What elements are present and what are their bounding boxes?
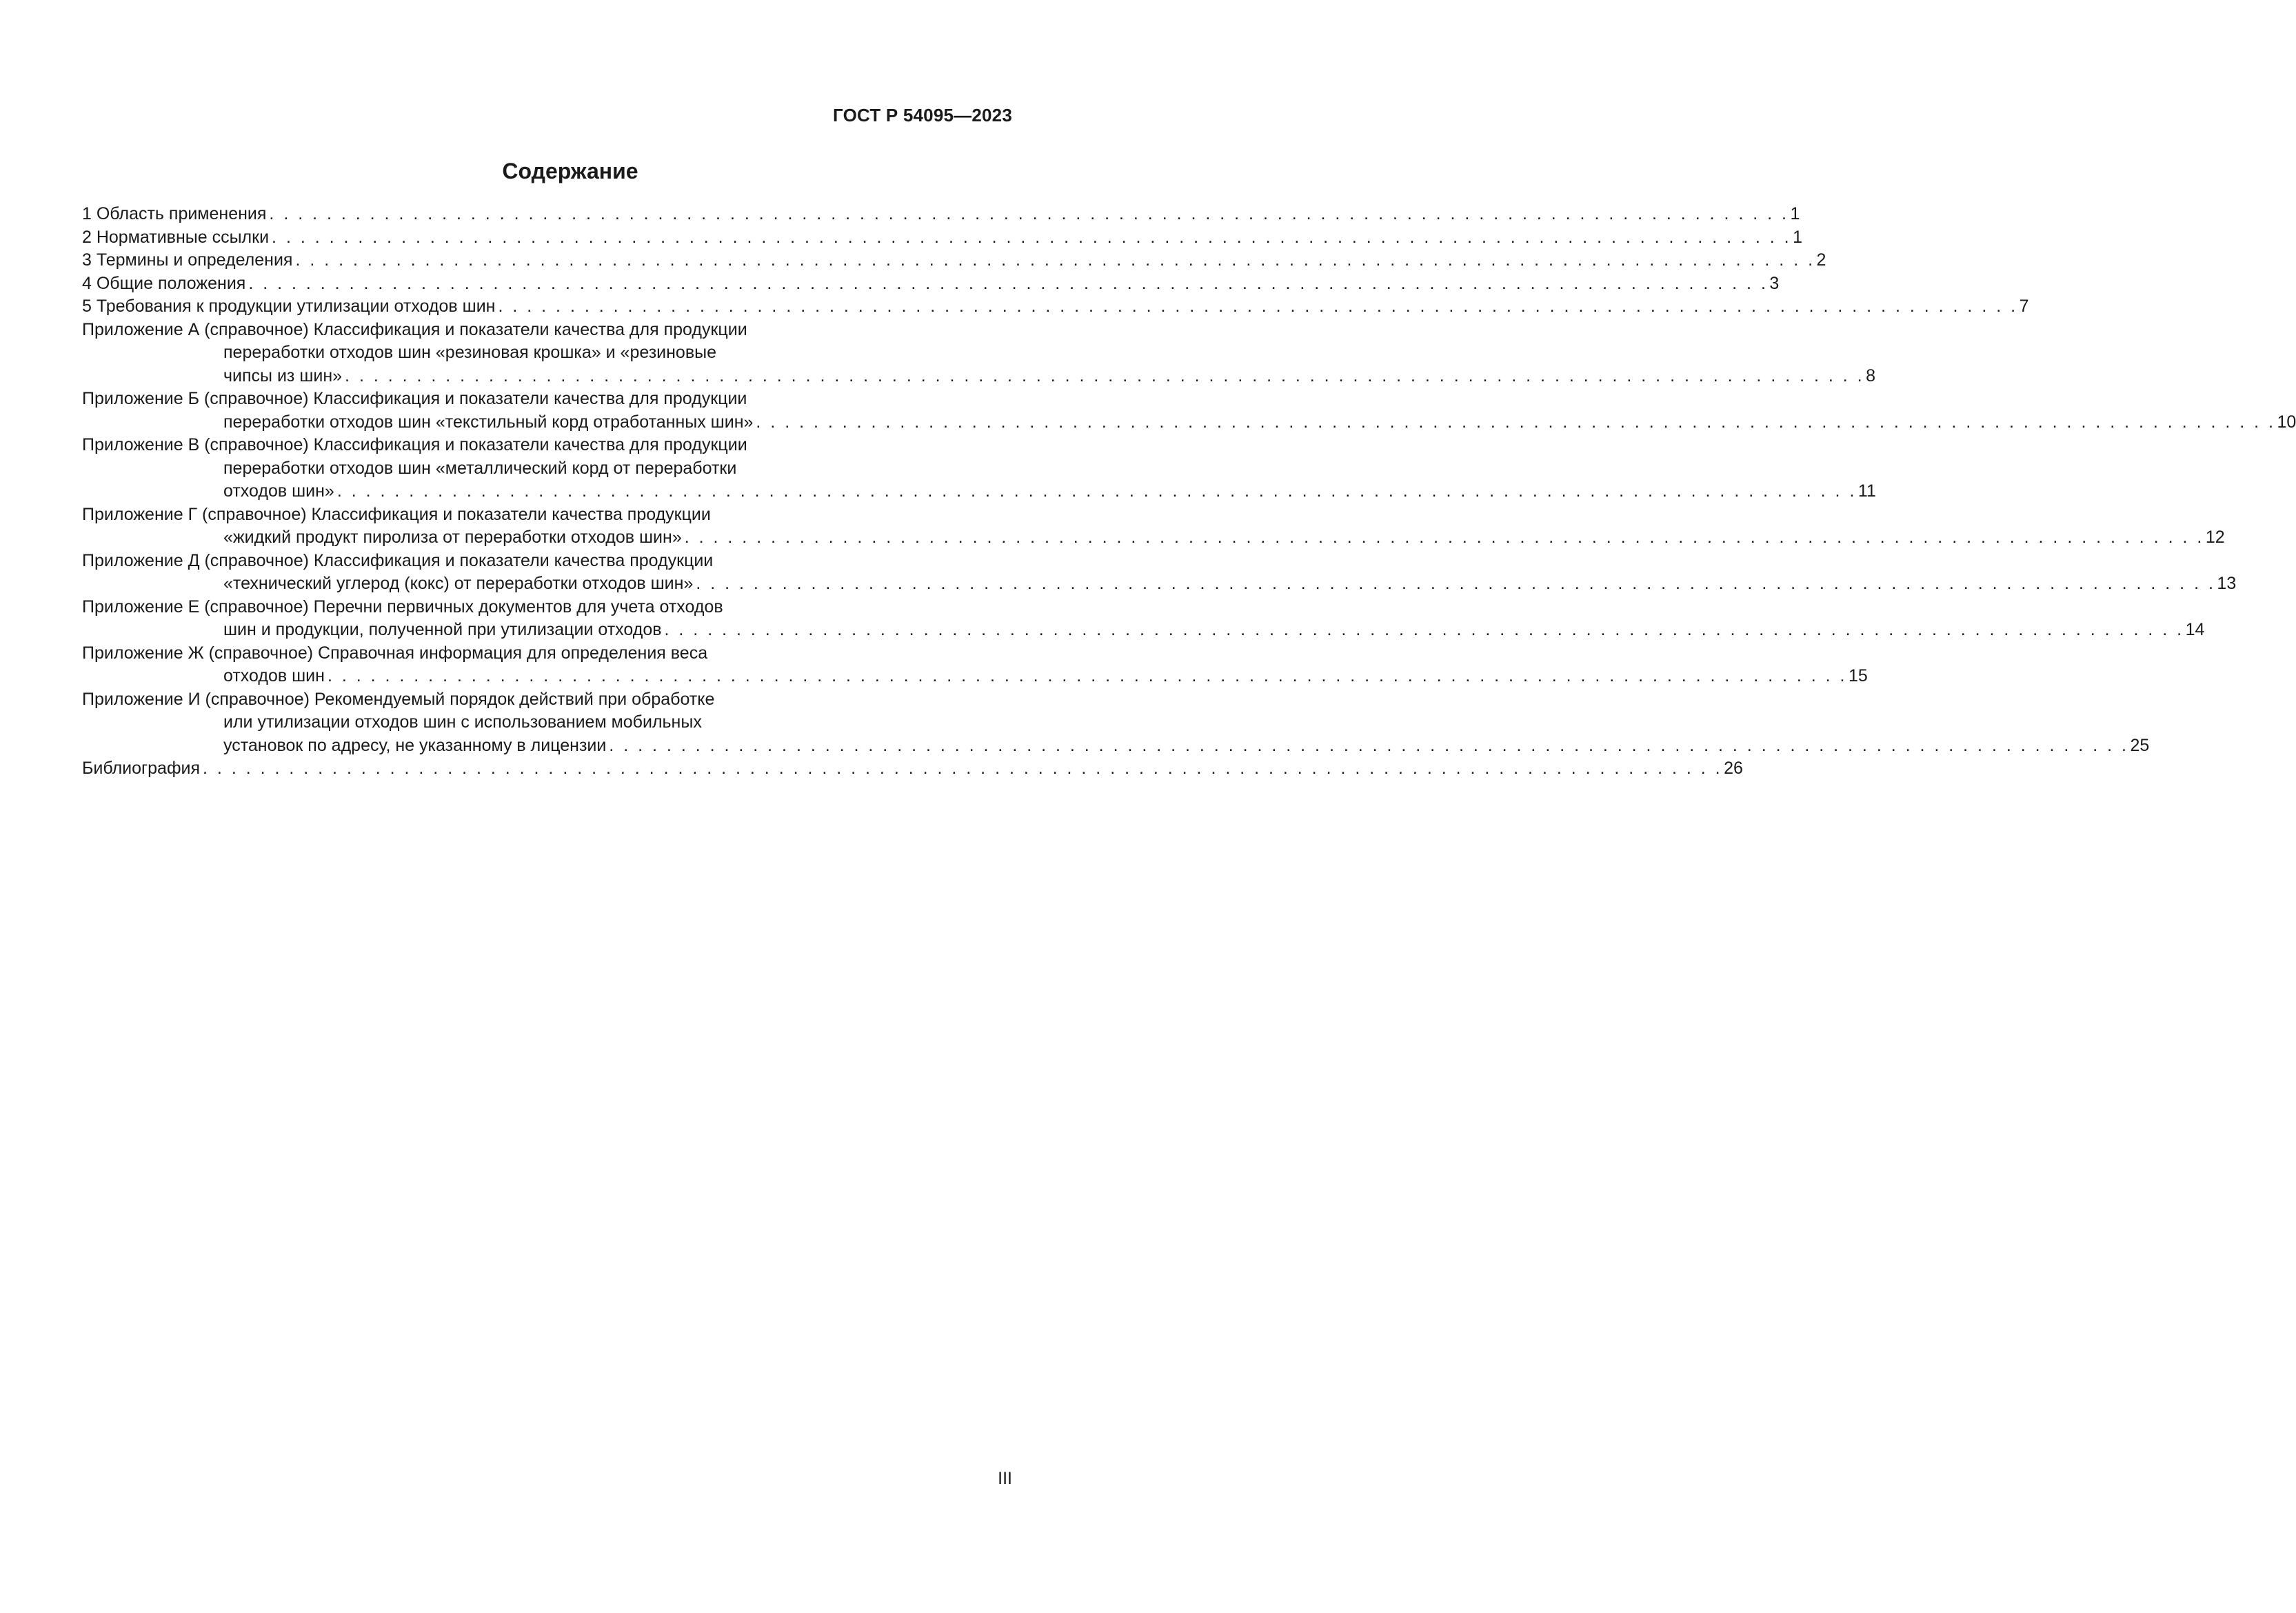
toc-entry-line xyxy=(82,734,2150,758)
toc-entry-line xyxy=(82,665,1868,688)
toc-entry-text: 2 Нормативные ссылки xyxy=(82,227,270,247)
toc-entry-line xyxy=(82,711,1012,734)
toc-entry[interactable] xyxy=(82,503,2225,550)
toc-page-number: 14 xyxy=(2185,620,2205,639)
table-of-contents xyxy=(82,203,2296,781)
toc-entry[interactable] xyxy=(82,319,1876,388)
toc-entry[interactable] xyxy=(82,550,2237,596)
toc-page-number: 13 xyxy=(2217,574,2237,593)
document-code: ГОСТ Р 54095—2023 xyxy=(833,105,1012,126)
toc-entry-text: переработки отходов шин «резиновая крошка» и «резиновые xyxy=(223,343,716,362)
toc-entry-text: Приложение И (справочное) Рекомендуемый порядок действий при обработке xyxy=(82,689,715,709)
toc-entry-line xyxy=(82,411,2296,434)
page-number: III xyxy=(998,1469,1012,1488)
toc-title: Содержание xyxy=(502,159,638,183)
toc-entry-line xyxy=(82,596,1012,619)
toc-leader-dots: . . . . . . . . . . . . . . . . . . . . . . . . . . . . . . . . . . . . . . . . . . . . . . . . . . . . . . . . . . . . . . . . . . . . . . . . . . . . . . . . . . . . . . . . . . . . . . . . . . . . . . . . . . xyxy=(203,759,1723,778)
toc-entry-text: 5 Требования к продукции утилизации отходов шин xyxy=(82,297,496,316)
toc-entry-line xyxy=(82,295,2029,319)
toc-entry-line xyxy=(82,434,1012,457)
toc-entry-text: 1 Область применения xyxy=(82,204,267,223)
toc-leader-dots: . . . . . . . . . . . . . . . . . . . . . . . . . . . . . . . . . . . . . . . . . . . . . . . . . . . . . . . . . . . . . . . . . . . . . . . . . . . . . . . . . . . . . . . . . . . . . . . . . . . . . . . . . . xyxy=(664,620,2184,639)
toc-entry[interactable] xyxy=(82,295,2029,319)
toc-entry-line xyxy=(82,480,1876,503)
toc-entry-line xyxy=(82,388,1012,411)
toc-page-number: 11 xyxy=(1857,481,1876,501)
toc-entry-text: переработки отходов шин «текстильный корд отработанных шин» xyxy=(223,412,754,432)
toc-entry-line xyxy=(82,503,1012,527)
toc-page-number: 1 xyxy=(1790,204,1800,223)
toc-entry-line xyxy=(82,550,1012,573)
toc-entry[interactable] xyxy=(82,596,2205,642)
toc-page-number: 15 xyxy=(1849,666,1868,685)
toc-entry-line xyxy=(82,319,1012,342)
toc-page-number: 25 xyxy=(2130,735,2150,755)
toc-leader-dots: . . . . . . . . . . . . . . . . . . . . . . . . . . . . . . . . . . . . . . . . . . . . . . . . . . . . . . . . . . . . . . . . . . . . . . . . . . . . . . . . . . . . . . . . . . . . . . . . . . . . . . . . . . xyxy=(269,204,1789,223)
toc-page-number: 8 xyxy=(1866,365,1876,385)
toc-entry-line xyxy=(82,203,1800,226)
toc-entry-line xyxy=(82,757,1743,781)
toc-leader-dots: . . . . . . . . . . . . . . . . . . . . . . . . . . . . . . . . . . . . . . . . . . . . . . . . . . . . . . . . . . . . . . . . . . . . . . . . . . . . . . . . . . . . . . . . . . . . . . . . . . . . . . . . . . xyxy=(696,574,2216,593)
toc-entry-text: или утилизации отходов шин с использованием мобильных xyxy=(223,712,702,732)
toc-leader-dots: . . . . . . . . . . . . . . . . . . . . . . . . . . . . . . . . . . . . . . . . . . . . . . . . . . . . . . . . . . . . . . . . . . . . . . . . . . . . . . . . . . . . . . . . . . . . . . . . . . . . . . . . . . xyxy=(295,250,1815,270)
toc-entry-line xyxy=(82,572,2237,596)
toc-leader-dots: . . . . . . . . . . . . . . . . . . . . . . . . . . . . . . . . . . . . . . . . . . . . . . . . . . . . . . . . . . . . . . . . . . . . . . . . . . . . . . . . . . . . . . . . . . . . . . . . . . . . . . . . . . xyxy=(272,227,1792,247)
toc-entry[interactable] xyxy=(82,203,1800,226)
toc-leader-dots: . . . . . . . . . . . . . . . . . . . . . . . . . . . . . . . . . . . . . . . . . . . . . . . . . . . . . . . . . . . . . . . . . . . . . . . . . . . . . . . . . . . . . . . . . . . . . . . . . . . . . . . . . . xyxy=(684,528,2204,547)
toc-entry-text: Приложение Е (справочное) Перечни первичных документов для учета отходов xyxy=(82,597,723,617)
toc-entry[interactable] xyxy=(82,226,1803,250)
toc-leader-dots: . . . . . . . . . . . . . . . . . . . . . . . . . . . . . . . . . . . . . . . . . . . . . . . . . . . . . . . . . . . . . . . . . . . . . . . . . . . . . . . . . . . . . . . . . . . . . . . . . . . . . . . . . . xyxy=(498,297,2018,316)
toc-entry-text: Библиография xyxy=(82,759,201,778)
toc-entry-text: «жидкий продукт пиролиза от переработки отходов шин» xyxy=(223,528,682,547)
toc-entry-line xyxy=(82,272,1780,296)
toc-page-number: 10 xyxy=(2277,412,2296,432)
toc-entry-text: установок по адресу, не указанному в лицензии xyxy=(223,735,607,755)
toc-entry[interactable] xyxy=(82,272,1780,296)
toc-entry[interactable] xyxy=(82,688,2150,758)
toc-entry-text: отходов шин xyxy=(223,666,325,685)
toc-entry[interactable] xyxy=(82,757,1743,781)
toc-entry-text: шин и продукции, полученной при утилизации отходов xyxy=(223,620,662,639)
toc-page-number: 26 xyxy=(1724,759,1743,778)
toc-leader-dots: . . . . . . . . . . . . . . . . . . . . . . . . . . . . . . . . . . . . . . . . . . . . . . . . . . . . . . . . . . . . . . . . . . . . . . . . . . . . . . . . . . . . . . . . . . . . . . . . . . . . . . . . . . xyxy=(345,365,1865,385)
toc-entry[interactable] xyxy=(82,642,1868,688)
toc-page-number: 1 xyxy=(1793,227,1803,247)
toc-entry-text: чипсы из шин» xyxy=(223,365,343,385)
toc-leader-dots: . . . . . . . . . . . . . . . . . . . . . . . . . . . . . . . . . . . . . . . . . . . . . . . . . . . . . . . . . . . . . . . . . . . . . . . . . . . . . . . . . . . . . . . . . . . . . . . . . . . . . . . . . . xyxy=(248,273,1769,293)
toc-entry-text: Приложение Г (справочное) Классификация и показатели качества продукции xyxy=(82,504,711,524)
toc-page-number: 2 xyxy=(1816,250,1826,270)
toc-page-number: 12 xyxy=(2205,528,2225,547)
toc-leader-dots: . . . . . . . . . . . . . . . . . . . . . . . . . . . . . . . . . . . . . . . . . . . . . . . . . . . . . . . . . . . . . . . . . . . . . . . . . . . . . . . . . . . . . . . . . . . . . . . . . . . . . . . . . . xyxy=(756,412,2276,432)
toc-entry-text: отходов шин» xyxy=(223,481,334,501)
toc-leader-dots: . . . . . . . . . . . . . . . . . . . . . . . . . . . . . . . . . . . . . . . . . . . . . . . . . . . . . . . . . . . . . . . . . . . . . . . . . . . . . . . . . . . . . . . . . . . . . . . . . . . . . . . . . . xyxy=(336,481,1857,501)
toc-leader-dots: . . . . . . . . . . . . . . . . . . . . . . . . . . . . . . . . . . . . . . . . . . . . . . . . . . . . . . . . . . . . . . . . . . . . . . . . . . . . . . . . . . . . . . . . . . . . . . . . . . . . . . . . . . xyxy=(609,735,2129,755)
toc-entry-text: Приложение Д (справочное) Классификация и показатели качества продукции xyxy=(82,550,714,570)
toc-entry-text: 4 Общие положения xyxy=(82,273,246,293)
toc-entry-text: Приложение В (справочное) Классификация и показатели качества для продукции xyxy=(82,435,747,454)
toc-entry-line xyxy=(82,642,1012,665)
toc-entry-text: переработки отходов шин «металлический корд от переработки xyxy=(223,458,737,478)
toc-page-number: 7 xyxy=(2019,297,2029,316)
toc-entry-line xyxy=(82,619,2205,642)
toc-entry-line xyxy=(82,226,1803,250)
toc-entry-text: Приложение Б (справочное) Классификация и показатели качества для продукции xyxy=(82,389,747,408)
toc-entry[interactable] xyxy=(82,249,1826,272)
toc-entry-line xyxy=(82,365,1876,388)
toc-entry-line xyxy=(82,526,2225,550)
toc-entry-line xyxy=(82,457,1012,481)
toc-entry-line xyxy=(82,341,1012,365)
toc-entry[interactable] xyxy=(82,434,1876,503)
toc-entry-line xyxy=(82,688,1012,712)
toc-entry-text: «технический углерод (кокс) от переработки отходов шин» xyxy=(223,574,694,593)
toc-entry-line xyxy=(82,249,1826,272)
toc-entry[interactable] xyxy=(82,388,2296,434)
toc-entry-text: Приложение Ж (справочное) Справочная информация для определения веса xyxy=(82,643,708,663)
toc-entry-text: 3 Термины и определения xyxy=(82,250,293,270)
toc-page-number: 3 xyxy=(1769,273,1780,293)
toc-leader-dots: . . . . . . . . . . . . . . . . . . . . . . . . . . . . . . . . . . . . . . . . . . . . . . . . . . . . . . . . . . . . . . . . . . . . . . . . . . . . . . . . . . . . . . . . . . . . . . . . . . . . . . . . . . xyxy=(327,666,1848,685)
toc-entry-text: Приложение А (справочное) Классификация и показатели качества для продукции xyxy=(82,319,747,339)
